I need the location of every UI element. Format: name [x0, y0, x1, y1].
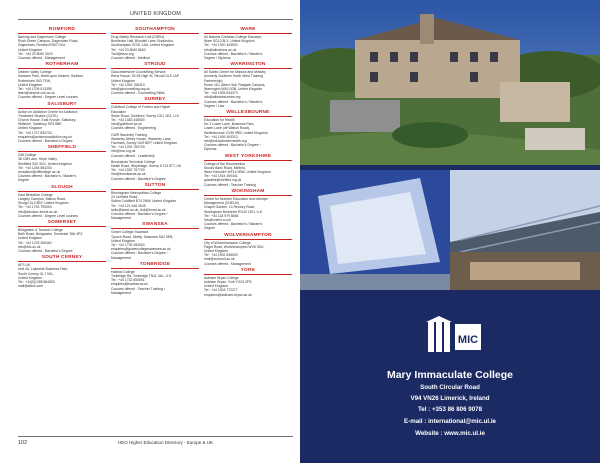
- campus-aerial-photo: [300, 0, 600, 165]
- entry-line: Guildford College of Further and Higher: [111, 105, 171, 110]
- entry-line: All Saints Centre for Mission and Ministry: [204, 70, 266, 75]
- entry-line: info@allnations.ac.uk: [204, 47, 237, 52]
- entry-line: Sheffield S32 3XG, United Kingdom: [18, 161, 72, 166]
- entry-line: Tel : +44 1753 793000: [18, 205, 52, 210]
- entry-line: AFS UK: [18, 263, 31, 268]
- page-header-title: UNITED KINGDOM: [130, 11, 182, 17]
- directory-entry: [111, 230, 199, 259]
- section-heading: SURREY: [111, 97, 199, 104]
- entry-line: Tel : +44 1926 493313: [204, 134, 238, 139]
- entry-line: All Nations Christian College Easneye,: [204, 35, 263, 39]
- entry-line: Courses offered : Management: [18, 56, 65, 61]
- entry-line: mail@afsuk.com: [18, 284, 44, 289]
- entry-line: Management (CNELM): [204, 201, 239, 206]
- entry-line: Courses offered : Medical: [111, 56, 150, 61]
- directory-entry: [18, 70, 106, 99]
- entry-line: Management: [111, 216, 131, 221]
- entry-line: South Cerney GL7 5XL,: [18, 271, 55, 276]
- entry-line: Bursledon Hall, Blundell Lane, Bursledon,: [111, 39, 174, 44]
- entry-line: Degree: [204, 226, 216, 231]
- college-address-line-1: South Circular Road: [420, 384, 480, 391]
- entry-line: 38 Cliff Lane, Hope Valley,: [18, 157, 58, 162]
- entry-line: Cliff College: [18, 153, 37, 158]
- entry-line: Tel : +44 1252 784700: [111, 145, 145, 150]
- entry-line: Degree / Law: [204, 103, 225, 108]
- college-website[interactable]: Website : www.mic.ul.ie: [415, 430, 485, 437]
- entry-line: Wellesbourne CV35 9RB, United Kingdom: [204, 130, 268, 135]
- entry-line: Tel : +44 1924 490441: [204, 174, 238, 179]
- entry-line: Courses offered : Degree Level courses: [18, 213, 78, 218]
- college-logo: [300, 316, 600, 366]
- entry-line: Courses offered : Bachelor's / Master's: [204, 51, 263, 56]
- entry-line: Langley Campus, Station Road,: [18, 196, 66, 201]
- entry-line: Courses offered : Teacher Training: [204, 182, 256, 187]
- entry-line: info@glcounselling.org.uk: [111, 87, 150, 92]
- entry-line: Bridgwater & Taunton College: [18, 227, 63, 232]
- entry-line: Wiltshire, Salisbury SP3 6BE: [18, 122, 62, 127]
- page-header: [18, 10, 293, 20]
- section-heading: SOUTH CERNEY: [18, 255, 106, 262]
- entry-line: Tel : +44 118 979 8666: [204, 213, 239, 218]
- entry-line: Courses offered : Bachelor's Degree: [111, 176, 166, 181]
- logo-text: MIC: [457, 334, 479, 346]
- advert-page: [300, 0, 600, 463]
- entry-line: enquiries@hadlow.ac.uk: [111, 282, 148, 287]
- entry-line: Tel : +44 1904 772277: [204, 288, 238, 293]
- entry-line: Manvers Park, Wath upon Dearne, Swinton,: [18, 74, 85, 79]
- footer-text: HEO Higher Education Directory - Europe & UK: [118, 440, 214, 445]
- entry-line: Wokingham Berkshire RG40 1DH, U.K.: [204, 209, 264, 214]
- section-heading: ROMFORD: [18, 27, 106, 34]
- entry-line: Tel : +44 1920 443500: [204, 43, 238, 48]
- entry-line: Southampton SO31 1AA, United Kingdom: [111, 43, 175, 48]
- entry-line: Diploma: [204, 147, 217, 152]
- directory-entry: [111, 160, 199, 181]
- entry-line: United Kingdom: [18, 82, 43, 87]
- entry-line: United Kingdom: [18, 126, 43, 131]
- entry-line: Tel : +44 1747 830733: [18, 130, 52, 135]
- directory-entry: [204, 162, 292, 187]
- directory-columns: [18, 27, 293, 432]
- directory-entry: [204, 241, 292, 266]
- entry-line: Tel : +44 20 8090 3020: [18, 51, 53, 56]
- entry-line: Rush Green Campus, Dagenham Road,: [18, 39, 79, 44]
- section-heading: SWANSEA: [111, 222, 199, 229]
- directory-entry: [204, 118, 292, 152]
- entry-line: Education: [111, 109, 127, 114]
- college-address-line-2: V94 VN26 Limerick, Ireland: [410, 395, 490, 402]
- entry-line: Treatment Studies (CATS): [18, 113, 58, 118]
- entry-line: Tel : +44 23 8040 8600: [111, 47, 146, 52]
- entry-line: Unit 4A, Lakeside Business Park,: [18, 267, 69, 272]
- entry-line: reception@cliffcollege.ac.uk: [18, 170, 61, 175]
- entry-line: Degree / Diploma: [204, 56, 231, 61]
- entry-line: Courses offered : Teacher Training /: [111, 286, 165, 291]
- entry-line: info@allsaintscentre.org: [204, 95, 241, 100]
- entry-line: Partnership): [204, 78, 223, 83]
- section-heading: WOKINGHAM: [204, 189, 292, 196]
- directory-entry: [18, 193, 106, 218]
- section-heading: WELLESBOURNE: [204, 110, 292, 117]
- directory-entry: [18, 228, 106, 253]
- entry-line: Barking and Dagenham College: [18, 35, 67, 39]
- entry-line: Stocks Bank Road, Mirfield,: [204, 165, 246, 170]
- section-heading: TONBRIDGE: [111, 262, 199, 269]
- entry-line: United Kingdom: [18, 275, 43, 280]
- entry-line: info@educationforhealth.org: [204, 139, 247, 144]
- entry-line: Drug Safety Research Unit (DSRU): [111, 35, 165, 39]
- entry-line: Courses offered : Degree Level courses: [18, 95, 78, 100]
- entry-line: mail@wolvcoll.ac.uk: [204, 257, 235, 262]
- section-heading: YORK: [204, 268, 292, 275]
- entry-line: Gower College Swansea: [111, 230, 149, 235]
- entry-line: Courses offered : Bachelor's Degree /: [204, 143, 261, 148]
- entry-line: Degree: [18, 178, 30, 183]
- entry-line: Courses offered : Engineering: [111, 126, 156, 131]
- entry-line: Management: [111, 255, 131, 260]
- entry-line: Tcoll@dsru.org: [111, 51, 134, 56]
- entry-line: Gloucestershire Counselling Service: [111, 70, 166, 75]
- section-heading: ROTHERHAM: [18, 62, 106, 69]
- entry-line: United Kingdom: [18, 236, 43, 241]
- section-heading: STROUD: [111, 62, 199, 69]
- entry-line: info@cnelm.co.uk: [204, 217, 231, 222]
- directory-entry: [111, 70, 199, 95]
- directory-column-2: [111, 27, 199, 432]
- directory-entry: [18, 153, 106, 182]
- entry-line: Tel : +44 1709 513355: [18, 87, 52, 92]
- entry-line: Brooklands Technical College: [111, 159, 156, 164]
- entry-line: info@cwr.org.uk: [111, 149, 136, 154]
- entry-line: United Kingdom: [204, 248, 229, 253]
- entry-line: United Kingdom: [111, 78, 136, 83]
- entry-line: City of Wolverhampton College: [204, 240, 251, 245]
- section-heading: SOMERSET: [18, 220, 106, 227]
- entry-line: Rotherham S63 7EW,: [18, 78, 51, 83]
- campus-building-photo: [300, 170, 600, 290]
- entry-line: hello@bmet.ac.uk, #uk@bmet.ac.uk: [111, 207, 166, 212]
- entry-line: Dagenham, Romford RM7 0XU,: [18, 43, 67, 48]
- college-email[interactable]: E-mail : international@mic.ul.ie: [404, 418, 496, 425]
- entry-line: info@btc.ac.uk: [18, 244, 41, 249]
- directory-entry: [18, 110, 106, 144]
- directory-entry: [18, 263, 106, 288]
- directory-entry: [111, 191, 199, 220]
- directory-entry: [204, 70, 292, 108]
- section-heading: SLOUGH: [18, 185, 106, 192]
- college-name: Mary Immaculate College: [386, 369, 514, 381]
- entry-line: CWR Waverley Training: [111, 132, 148, 137]
- entry-line: Tel : +44 1732 850551: [111, 278, 145, 283]
- entry-line: info@brooklands.ac.uk: [111, 172, 146, 177]
- entry-line: Courses offered : Bachelor's Degree: [18, 248, 73, 253]
- entry-line: Ware SG12 8LX, United Kingdom: [204, 39, 255, 44]
- entry-line: Askham Bryan College: [204, 275, 239, 280]
- entry-line: Courses offered : Management: [204, 261, 251, 266]
- college-phone: Tel : +353 86 806 9078: [417, 406, 483, 413]
- entry-line: Lower Lane (off Walton Road),: [204, 126, 250, 131]
- entry-line: Bath Road, Bridgwater, Somerset TA6 4PZ: [18, 232, 83, 237]
- section-heading: WEST YORKSHIRE: [204, 154, 292, 161]
- entry-line: info@windsor-forest.ac.uk: [18, 209, 58, 214]
- entry-line: Stoke Road, Guildford, Surrey GU1 1EZ, U.K.: [111, 113, 180, 118]
- entry-line: Slough SL3 8BY, United Kingdom: [18, 201, 69, 206]
- entry-line: Dearne Valley College: [18, 70, 52, 75]
- entry-line: Chapel Garden, 14 Rectory Road,: [204, 205, 256, 210]
- entry-line: Courses offered : Bachelor's Degree /: [111, 211, 168, 216]
- entry-line: learn@dearne-coll.ac.uk: [18, 91, 55, 96]
- entry-line: Tel : +44 1246 584200: [18, 165, 52, 170]
- entry-line: Courses offered : Bachelor's / Master's: [204, 99, 263, 104]
- entry-line: Room 110, Aiken Hall, Padgate Campus,: [204, 82, 266, 87]
- section-heading: SOUTHAMPTON: [111, 27, 199, 34]
- entry-line: United Kingdom: [111, 238, 136, 243]
- entry-line: Courses offered : Bachelor's / Master's: [18, 174, 77, 179]
- entry-line: Hadlow College: [111, 269, 135, 274]
- page-footer: [18, 436, 293, 448]
- entry-line: Heath Road, Weybridge, Surrey KT13 8TT, UK: [111, 164, 182, 169]
- entry-line: Farnham, Surrey GU9 8EP, United Kingdom: [111, 141, 178, 146]
- directory-column-3: [204, 27, 292, 432]
- entry-line: gdaniels@mirfield.org.uk: [204, 178, 242, 183]
- entry-line: Tel : +44 1453 766310: [111, 82, 145, 87]
- entry-line: Rena House, 52-53 High St, Stroud GL5 1AP: [111, 74, 180, 79]
- entry-line: Centre for Number Education and Lifestyle: [204, 196, 269, 201]
- directory-column-1: [18, 27, 106, 432]
- entry-line: Askham Bryan, York YO23 3FR,: [204, 279, 253, 284]
- entry-line: Courses offered : Bachelor's / Master's: [204, 222, 263, 227]
- entry-line: 24 Lichfield Road,: [111, 195, 139, 200]
- entry-line: West Yorkshire WF14 0BW, United Kingdom: [204, 170, 271, 175]
- entry-line: East Berkshire College: [18, 192, 53, 197]
- entry-line: Warrington WA2 0DB, United Kingdom: [204, 87, 263, 92]
- entry-line: Tel : +44 121 446 4545: [111, 203, 146, 208]
- section-heading: WARRINGTON: [204, 62, 292, 69]
- entry-line: Management: [111, 290, 131, 295]
- entry-line: Waverley Abbey House, Waverley Lane,: [111, 136, 172, 141]
- entry-line: Tel : +44 1902 836000: [204, 253, 238, 258]
- entry-line: Tel : +44 1792 284000: [111, 242, 145, 247]
- entry-line: United Kingdom: [204, 284, 229, 289]
- directory-entry: [111, 270, 199, 295]
- entry-line: No 1 Lower Lane, Business Park,: [204, 122, 255, 127]
- entry-line: Tonbridge Rd, Tonbridge TN11 0AL, U.K.: [111, 273, 173, 278]
- directory-entry: [204, 35, 292, 60]
- entry-line: Education for Health: [204, 118, 235, 123]
- entry-line: College of the Resurrection: [204, 161, 246, 166]
- entry-line: Church House, East Knoyle, Salisbury,: [18, 118, 77, 123]
- entry-line: enquiries@gowercollegeswansea.ac.uk: [111, 247, 171, 252]
- section-heading: WOLVERHAMPTON: [204, 233, 292, 240]
- page-number: 102: [18, 440, 28, 446]
- entry-line: Courses offered : Leadership: [111, 153, 155, 158]
- entry-line: Courses offered : Bachelor's Degree: [18, 139, 73, 144]
- entry-line: Tycoch Road, Sketty, Swansea SA2 9EB,: [111, 234, 174, 239]
- entry-line: Action on Addiction Centre for Addiction: [18, 109, 78, 114]
- entry-line: Birmingham Metropolitan College: [111, 190, 162, 195]
- directory-entry: [111, 133, 199, 158]
- entry-line: Tel : +44(0)1285 864550: [18, 279, 55, 284]
- section-heading: SUTTON: [111, 183, 199, 190]
- section-heading: SHEFFIELD: [18, 145, 106, 152]
- entry-line: Courses offered : Bachelor's Degree /: [111, 251, 168, 256]
- entry-line: Courses offered : Counselling Skills: [111, 91, 165, 96]
- entry-line: Tel : +44 1483 448500: [111, 118, 145, 123]
- directory-entry: [111, 35, 199, 60]
- entry-line: Sutton Coldfield B74 2NW, United Kingdom: [111, 199, 177, 204]
- entry-line: info@guildford.ac.uk: [111, 122, 142, 127]
- directory-entry: [204, 197, 292, 231]
- entry-line: (formerly Southern North West Training: [204, 74, 263, 79]
- section-heading: SALISBURY: [18, 102, 106, 109]
- entry-line: enquiries@askham-bryan.ac.uk: [204, 292, 252, 297]
- section-heading: WARE: [204, 27, 292, 34]
- directory-entry: [18, 35, 106, 60]
- directory-entry: [204, 276, 292, 297]
- entry-line: Paget Road, Wolverhampton WV6 0DU,: [204, 244, 265, 249]
- entry-line: Tel : +44 1278 455464: [18, 240, 52, 245]
- entry-line: enquiries@actiononaddiction.org.uk: [18, 134, 72, 139]
- entry-line: Tel : +44 1925 534373: [204, 91, 238, 96]
- entry-line: United Kingdom: [18, 47, 43, 52]
- entry-line: Tel : +44 1932 797700: [111, 168, 145, 173]
- directory-entry: [111, 105, 199, 130]
